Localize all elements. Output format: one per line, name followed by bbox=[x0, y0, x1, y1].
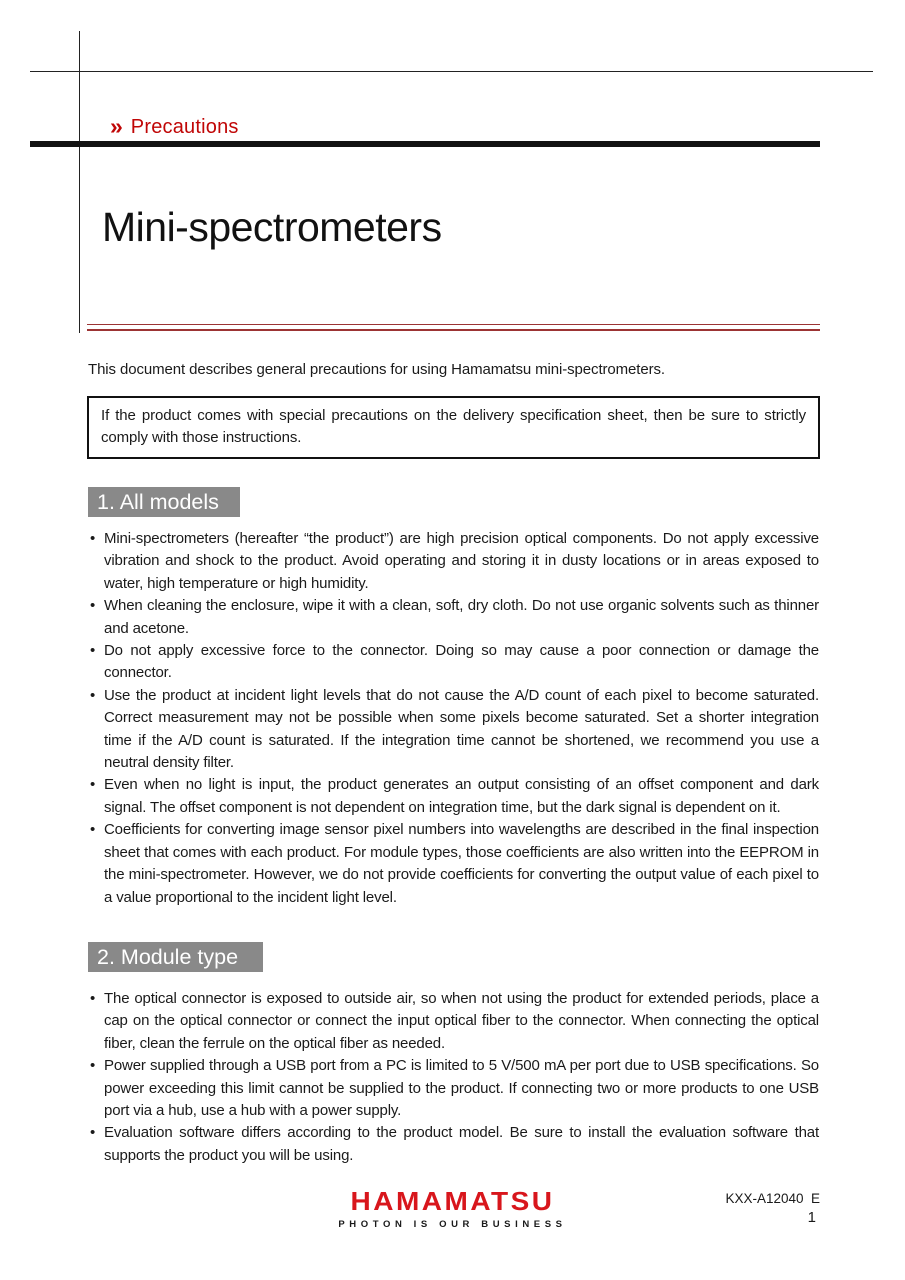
list-item: • Coefficients for converting image sensor pixel numbers into wavelengths are described in the final inspection sheet that comes with each product. For module types, those coefficients are also written into the EEPROM in the mini-spectrometer. However, we do not provide coefficients for converting the output value of each pixel to a value proportional to the incident light level. bbox=[104, 819, 819, 909]
logo-tagline: PHOTON IS OUR BUSINESS bbox=[338, 1219, 567, 1230]
intro-paragraph: This document describes general precautions for using Hamamatsu mini-spectrometers. bbox=[88, 361, 665, 378]
page-number: 1 bbox=[807, 1209, 816, 1226]
red-double-divider bbox=[87, 324, 820, 331]
notice-box: If the product comes with special precautions on the delivery specification sheet, then be sure to strictly comply with those instructions. bbox=[87, 396, 820, 459]
page-title: Mini-spectrometers bbox=[102, 204, 442, 250]
thick-header-rule bbox=[30, 141, 820, 147]
list-item: • Even when no light is input, the product generates an output consisting of an offset component and dark signal. The offset component is not dependent on integration time, but the dark signal is dependent on it. bbox=[104, 774, 819, 819]
module-type-bullet-list bbox=[88, 988, 819, 1167]
all-models-bullet-list bbox=[88, 528, 819, 909]
left-vertical-rule bbox=[79, 31, 80, 333]
list-item: • Do not apply excessive force to the connector. Doing so may cause a poor connection or damage the connector. bbox=[104, 640, 819, 685]
list-item: • Evaluation software differs according to the product model. Be sure to install the evaluation software that supports the product you will be using. bbox=[104, 1122, 819, 1167]
top-horizontal-rule bbox=[30, 71, 873, 72]
double-chevron-icon: » bbox=[110, 113, 123, 139]
doc-type-label: Precautions bbox=[130, 116, 239, 138]
list-item: • Mini-spectrometers (hereafter “the product”) are high precision optical components. Do not apply excessive vibration and shock to the product. Avoid operating and storing it in dusty locations or in areas exposed to water, high temperature or high humidity. bbox=[104, 528, 819, 595]
list-item: • When cleaning the enclosure, wipe it with a clean, soft, dry cloth. Do not use organic solvents such as thinner and acetone. bbox=[104, 595, 819, 640]
list-item: • Use the product at incident light levels that do not cause the A/D count of each pixel to become saturated. Correct measurement may not be possible when some pixels become saturated. Set a shorter integration time if the A/D count is saturated. If the integration time cannot be shortened, we recommend you use a neutral density filter. bbox=[104, 685, 819, 775]
section-heading-all-models: 1. All models bbox=[88, 487, 240, 517]
document-number: KXX-A12040 E bbox=[725, 1191, 820, 1206]
doc-type-header bbox=[110, 113, 239, 140]
section-heading-module-type: 2. Module type bbox=[88, 942, 263, 972]
logo-wordmark: HAMAMATSU bbox=[350, 1187, 555, 1216]
list-item: • The optical connector is exposed to outside air, so when not using the product for extended periods, place a cap on the optical connector or connect the input optical fiber to the connector. When connecting the optical fiber, clean the ferrule on the optical fiber as needed. bbox=[104, 988, 819, 1055]
list-item: • Power supplied through a USB port from a PC is limited to 5 V/500 mA per port due to USB specifications. So power exceeding this limit cannot be supplied to the product. If connecting two or more products to one USB port via a hub, use a hub with a power supply. bbox=[104, 1055, 819, 1122]
